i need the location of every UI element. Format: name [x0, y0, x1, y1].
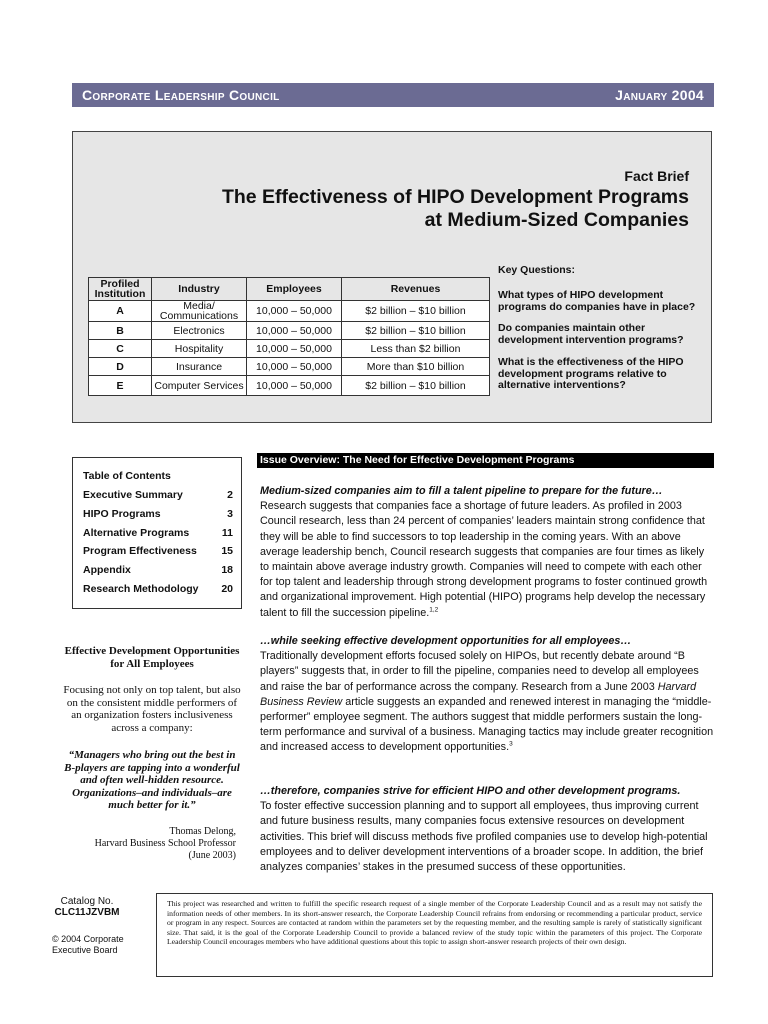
- toc-item-label: Appendix: [83, 564, 131, 576]
- table-cell: Media/ Communications: [152, 301, 247, 322]
- fact-brief-box: [72, 131, 712, 423]
- toc-item-page: 15: [221, 545, 233, 557]
- table-header: Industry: [152, 278, 247, 301]
- toc-item-label: Executive Summary: [83, 489, 183, 501]
- key-question-2: Do companies maintain other development intervention programs?: [498, 322, 684, 346]
- toc-item-page: 18: [221, 564, 233, 576]
- table-header-row: [89, 278, 490, 301]
- toc-item-research-methodology[interactable]: [83, 583, 233, 595]
- paragraph-2: [260, 634, 714, 756]
- toc-item-label: HIPO Programs: [83, 508, 161, 520]
- title-line-1: The Effectiveness of HIPO Development Programs: [221, 186, 689, 208]
- key-question-3: What is the effectiveness of the HIPO development programs relative to alternative interventions?: [498, 356, 684, 391]
- organization-name: Corporate Leadership Council: [82, 87, 280, 103]
- table-cell: Computer Services: [152, 376, 247, 396]
- publication-date: January 2004: [615, 87, 704, 103]
- key-questions-heading: Key Questions:: [498, 264, 576, 276]
- toc-item-executive-summary[interactable]: [83, 489, 233, 501]
- toc-item-page: 11: [221, 527, 233, 539]
- document-title: [169, 186, 689, 232]
- toc-item-label: Program Effectiveness: [83, 545, 197, 557]
- table-row: [89, 340, 490, 358]
- attribution-date: (June 2003): [188, 850, 236, 861]
- table-row: [89, 322, 490, 340]
- footnote-ref: 1,2: [429, 606, 439, 614]
- toc-item-appendix[interactable]: [83, 564, 233, 576]
- catalog-number: CLC11JZVBM: [54, 907, 120, 918]
- title-line-2: at Medium-Sized Companies: [424, 209, 689, 231]
- paragraph-3-body: To foster effective succession planning and to support all employees, thus improving current and future business results, many companies focus extensive resources on development activities. This brief will discuss methods five profiled companies use to develop high-potential employees and to deliver development interventions of a broader scope. In addition, the brief analyzes companies’ stakes in the presumed success of these opportunities.: [260, 800, 708, 874]
- catalog-label: Catalog No.: [60, 896, 114, 907]
- table-cell: More than $10 billion: [342, 358, 490, 376]
- profiled-institutions-table: [88, 277, 490, 396]
- toc-item-label: Alternative Programs: [83, 527, 190, 539]
- sidebar-attribution: [62, 826, 236, 862]
- toc-item-page: 2: [227, 489, 233, 501]
- table-cell: Insurance: [152, 358, 247, 376]
- table-row: [89, 376, 490, 396]
- table-cell: 10,000 – 50,000: [247, 340, 342, 358]
- table-cell: A: [89, 301, 152, 322]
- table-cell: $2 billion – $10 billion: [342, 301, 490, 322]
- table-cell: C: [89, 340, 152, 358]
- table-cell: 10,000 – 50,000: [247, 301, 342, 322]
- issue-heading-text: Issue Overview: The Need for Effective Development Programs: [260, 454, 575, 466]
- copyright-line-1: © 2004 Corporate: [52, 934, 124, 944]
- toc-item-hipo-programs[interactable]: [83, 508, 233, 520]
- attribution-name: Thomas Delong,: [169, 826, 236, 837]
- table-cell: D: [89, 358, 152, 376]
- table-cell: Less than $2 billion: [342, 340, 490, 358]
- paragraph-1: [260, 484, 714, 621]
- table-cell: $2 billion – $10 billion: [342, 322, 490, 340]
- toc-item-label: Research Methodology: [83, 583, 199, 595]
- key-question-1: What types of HIPO development programs do companies have in place?: [498, 289, 696, 313]
- toc-title: Table of Contents: [83, 470, 171, 482]
- table-cell: $2 billion – $10 billion: [342, 376, 490, 396]
- disclaimer-box: This project was researched and written to fulfill the specific research request of a single member of the Corporate Leadership Council and as a result may not satisfy the information needs of other members. In its short-answer research, the Corporate Leadership Council refrains from endorsing or recommending a particular product, service or program in any respect. Sources are contacted at random within the parameters set by the requesting member, and the resulting sample is rarely of statistically significant size. That said, it is the goal of the Corporate Leadership Council to provide a balanced review of the study topic within the parameters of this project. The Corporate Leadership Council encourages members who have additional questions about this topic to assign short-answer research projects of their own design.: [156, 893, 713, 977]
- paragraph-1-body: Research suggests that companies face a shortage of future leaders. As profiled in 2003 Council research, less than 24 percent of companies’ leaders maintain strong confidence that they will be able to find successors to top leadership in the coming years. With an above average leadership bench, Council research suggests that companies are four times as likely to maintain above average industry growth. Companies will need to compete with each other for top talent and leadership through strong development programs to foster continued growth and organizational improvement. High potential (HIPO) programs help develop the necessary talent to fill the succession pipeline.: [260, 500, 708, 619]
- table-cell: 10,000 – 50,000: [247, 376, 342, 396]
- paragraph-3: [260, 784, 714, 875]
- table-cell: 10,000 – 50,000: [247, 322, 342, 340]
- sidebar-quote: “Managers who bring out the best in B-players are tapping into a wonderful and often well-hidden resource. Organizations–and individuals–are much better for it.”: [64, 749, 240, 811]
- table-cell: Electronics: [152, 322, 247, 340]
- table-cell: E: [89, 376, 152, 396]
- toc-item-page: 20: [221, 583, 233, 595]
- sidebar-title: Effective Development Opportunities for All Employees: [64, 645, 240, 670]
- fact-brief-label: Fact Brief: [624, 168, 689, 184]
- toc-item-program-effectiveness[interactable]: [83, 545, 233, 557]
- toc-item-alternative-programs[interactable]: [83, 527, 233, 539]
- attribution-title: Harvard Business School Professor: [94, 838, 236, 849]
- paragraph-2-lead: …while seeking effective development opportunities for all employees…: [260, 635, 632, 647]
- sidebar-body: Focusing not only on top talent, but also on the consistent middle performers of an organization fosters inclusiveness across a company:: [63, 684, 241, 734]
- table-cell: 10,000 – 50,000: [247, 358, 342, 376]
- table-header: Profiled Institution: [89, 278, 152, 301]
- toc-item-page: 3: [227, 508, 233, 520]
- copyright-line-2: Executive Board: [52, 945, 118, 955]
- table-row: [89, 358, 490, 376]
- paragraph-1-lead: Medium-sized companies aim to fill a talent pipeline to prepare for the future…: [260, 485, 663, 497]
- footnote-ref: 3: [509, 740, 513, 748]
- table-header: Revenues: [342, 278, 490, 301]
- copyright: [52, 934, 124, 956]
- publication-name: Harvard Business Review: [260, 680, 697, 708]
- paragraph-3-lead: …therefore, companies strive for efficient HIPO and other development programs.: [260, 785, 681, 797]
- issue-overview-heading: [257, 453, 714, 468]
- table-header: Employees: [247, 278, 342, 301]
- table-cell: B: [89, 322, 152, 340]
- table-row: [89, 301, 490, 322]
- paragraph-2-body-a: Traditionally development efforts focused solely on HIPOs, but recently debate around “B players” suggests that, in order to fill the pipeline, companies need to develop all employees and raise the bar of performance across the company. Research from a June 2003: [260, 650, 699, 693]
- paragraph-2-body-b: article suggests an expanded and renewed interest in managing the “middle-performer” employee segment. The authors suggest that middle performers sustain the long-term performance and survival of a business. Managing tactics may include greater recognition and increased access to development opportunities.: [260, 695, 714, 754]
- table-of-contents: [72, 457, 242, 609]
- table-cell: Hospitality: [152, 340, 247, 358]
- header-band: [72, 83, 714, 107]
